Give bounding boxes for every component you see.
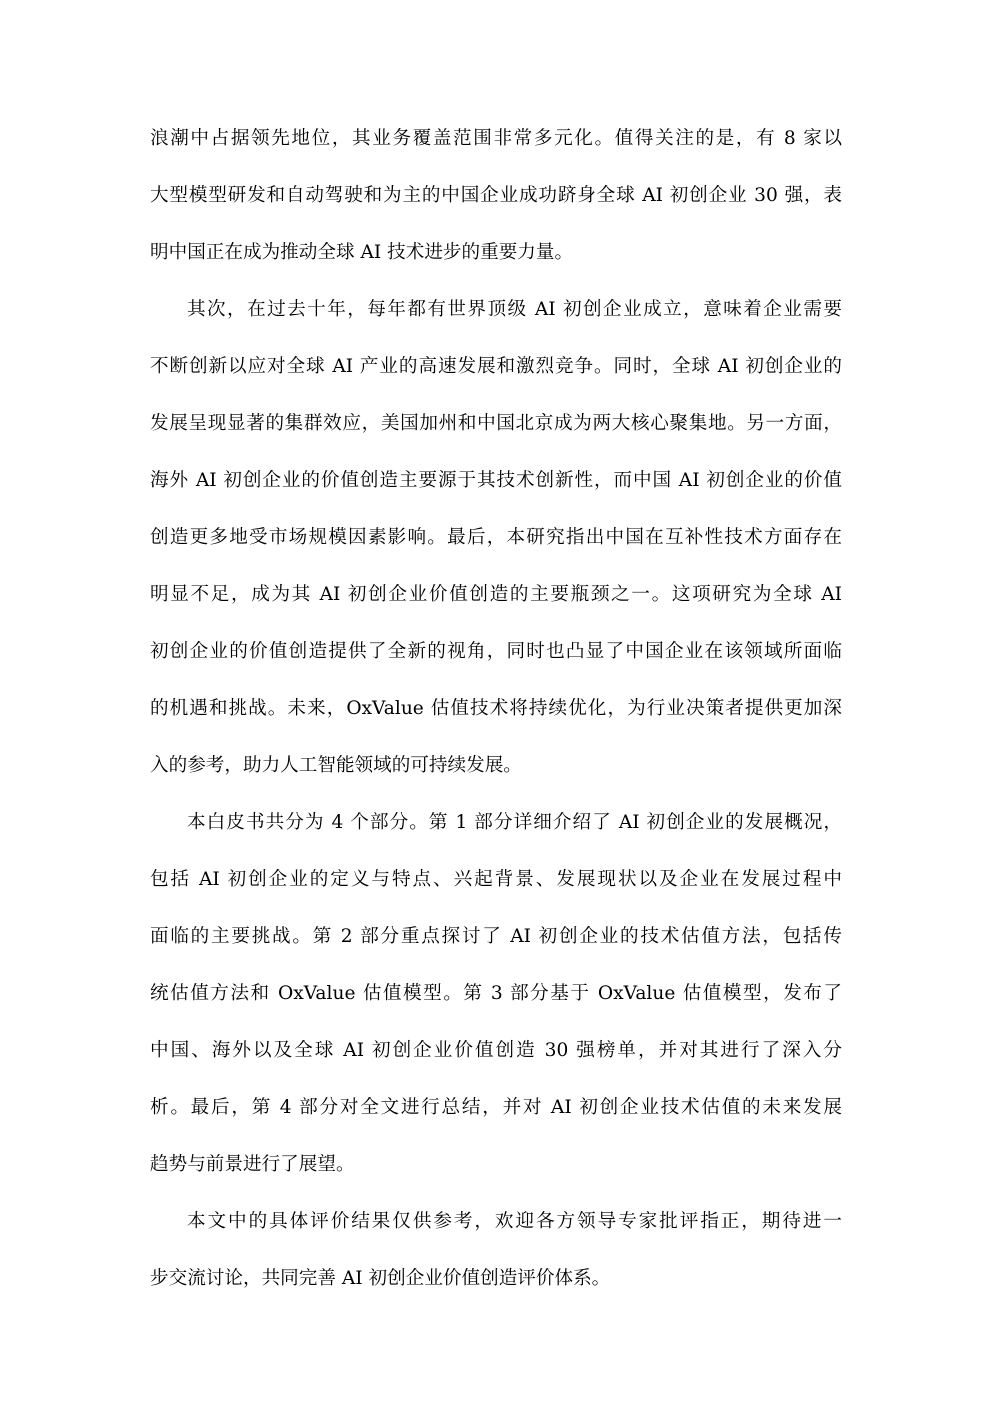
text-line: 面临的主要挑战。第 2 部分重点探讨了 AI 初创企业的技术估值方法，包括传 (150, 926, 842, 947)
text-line: 不断创新以应对全球 AI 产业的高速发展和激烈竞争。同时，全球 AI 初创企业的 (150, 356, 842, 377)
text-line: 发展呈现显著的集群效应，美国加州和中国北京成为两大核心聚集地。另一方面， (150, 413, 842, 434)
text-line: 的机遇和挑战。未来，OxValue 估值技术将持续优化，为行业决策者提供更加深 (150, 698, 842, 719)
text-line: 中国、海外以及全球 AI 初创企业价值创造 30 强榜单，并对其进行了深入分 (150, 1040, 842, 1061)
text-line: 明中国正在成为推动全球 AI 技术进步的重要力量。 (150, 242, 574, 263)
text-line: 大型模型研发和自动驾驶和为主的中国企业成功跻身全球 AI 初创企业 30 强，表 (150, 185, 842, 206)
text-line: 本文中的具体评价结果仅供参考，欢迎各方领导专家批评指正，期待进一 (187, 1211, 842, 1232)
text-line: 趋势与前景进行了展望。 (150, 1154, 355, 1175)
text-line: 明显不足，成为其 AI 初创企业价值创造的主要瓶颈之一。这项研究为全球 AI (150, 584, 842, 605)
text-line: 浪潮中占据领先地位，其业务覆盖范围非常多元化。值得关注的是，有 8 家以 (150, 128, 842, 149)
text-line: 初创企业的价值创造提供了全新的视角，同时也凸显了中国企业在该领域所面临 (150, 641, 842, 662)
text-line: 析。最后，第 4 部分对全文进行总结，并对 AI 初创企业技术估值的未来发展 (150, 1097, 842, 1118)
text-line: 统估值方法和 OxValue 估值模型。第 3 部分基于 OxValue 估值模型，发布了 (150, 983, 842, 1004)
text-line: 海外 AI 初创企业的价值创造主要源于其技术创新性，而中国 AI 初创企业的价值 (150, 470, 842, 491)
text-line: 包括 AI 初创企业的定义与特点、兴起背景、发展现状以及企业在发展过程中 (150, 869, 842, 890)
text-line: 本白皮书共分为 4 个部分。第 1 部分详细介绍了 AI 初创企业的发展概况， (187, 812, 842, 833)
text-line: 入的参考，助力人工智能领域的可持续发展。 (150, 755, 522, 776)
text-line: 步交流讨论，共同完善 AI 初创企业价值创造评价体系。 (150, 1268, 611, 1289)
text-line: 其次，在过去十年，每年都有世界顶级 AI 初创企业成立，意味着企业需要 (187, 299, 842, 320)
text-line: 创造更多地受市场规模因素影响。最后，本研究指出中国在互补性技术方面存在 (150, 527, 842, 548)
